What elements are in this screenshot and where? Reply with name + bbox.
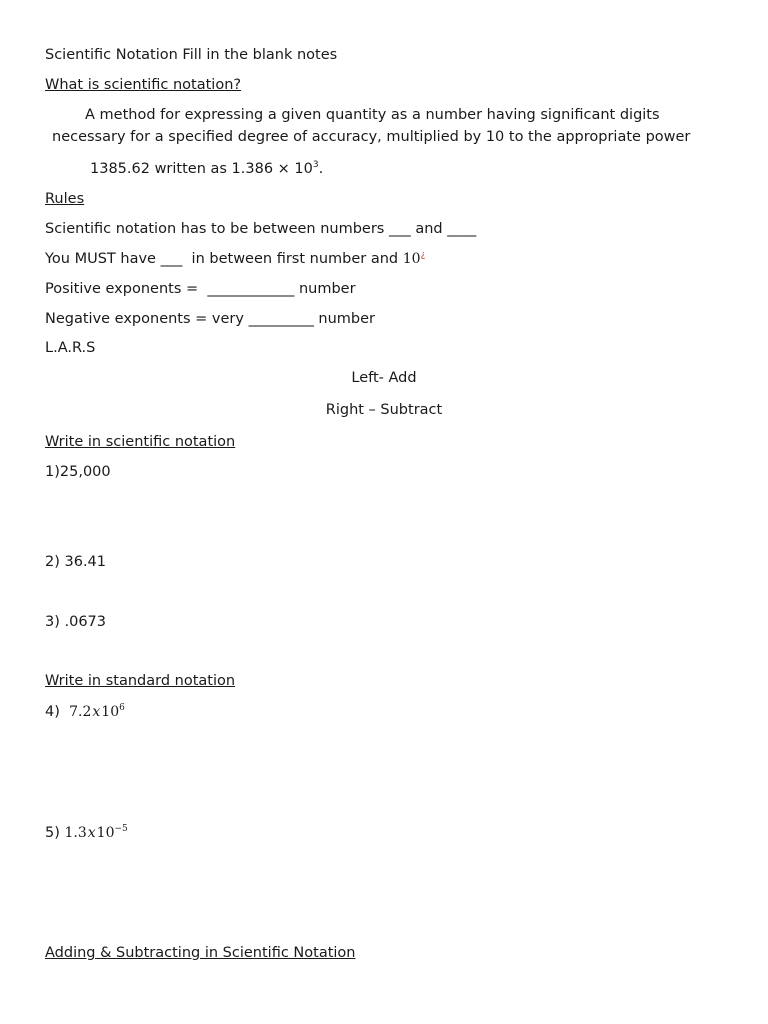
- page-title: Scientific Notation Fill in the blank notes: [45, 47, 338, 63]
- rules-heading: Rules: [45, 191, 85, 207]
- definition-line-1: A method for expressing a given quantity as a number having significant digits: [85, 107, 660, 123]
- problem-1: 1)25,000: [45, 464, 111, 480]
- adding-subtracting-heading: Adding & Subtracting in Scientific Notation: [45, 945, 356, 961]
- rule-must-have-text: You MUST have ___ in between first number and: [45, 251, 403, 267]
- rule-must-have: [45, 250, 425, 268]
- example-line: [90, 160, 323, 178]
- problem-4-label: 4): [45, 704, 60, 720]
- problem-4: [45, 703, 125, 721]
- definition-line-2: necessary for a specified degree of accuracy, multiplied by 10 to the appropriate power: [52, 129, 691, 145]
- problem-5-expression: $1.3x10^{-5}$: [64, 824, 128, 841]
- example-suffix: .: [318, 161, 324, 177]
- rule-ten-base: 10: [402, 251, 421, 267]
- example-exponent: 3: [312, 160, 319, 170]
- lars-left-add: Left- Add: [351, 370, 417, 386]
- scientific-heading: Write in scientific notation: [45, 434, 236, 450]
- problem-5-label: 5): [45, 825, 60, 841]
- rule-negative-exponents: Negative exponents = very _________ number: [45, 311, 376, 327]
- problem-5: [45, 824, 128, 842]
- question-heading: What is scientific notation?: [45, 77, 242, 93]
- problem-4-expression: $7.2x10^6$: [69, 703, 125, 720]
- rule-positive-exponents: Positive exponents = ____________ number: [45, 281, 356, 297]
- rule-ten-exponent: ¿: [420, 250, 426, 260]
- lars-right-subtract: Right – Subtract: [325, 402, 443, 418]
- problem-3: 3) .0673: [45, 614, 107, 630]
- problem-2: 2) 36.41: [45, 554, 107, 570]
- standard-heading: Write in standard notation: [45, 673, 236, 689]
- rule-between-numbers: Scientific notation has to be between numbers ___ and ____: [45, 221, 477, 237]
- lars-label: L.A.R.S: [45, 340, 96, 356]
- example-prefix: 1385.62 written as 1.386 × 10: [90, 161, 313, 177]
